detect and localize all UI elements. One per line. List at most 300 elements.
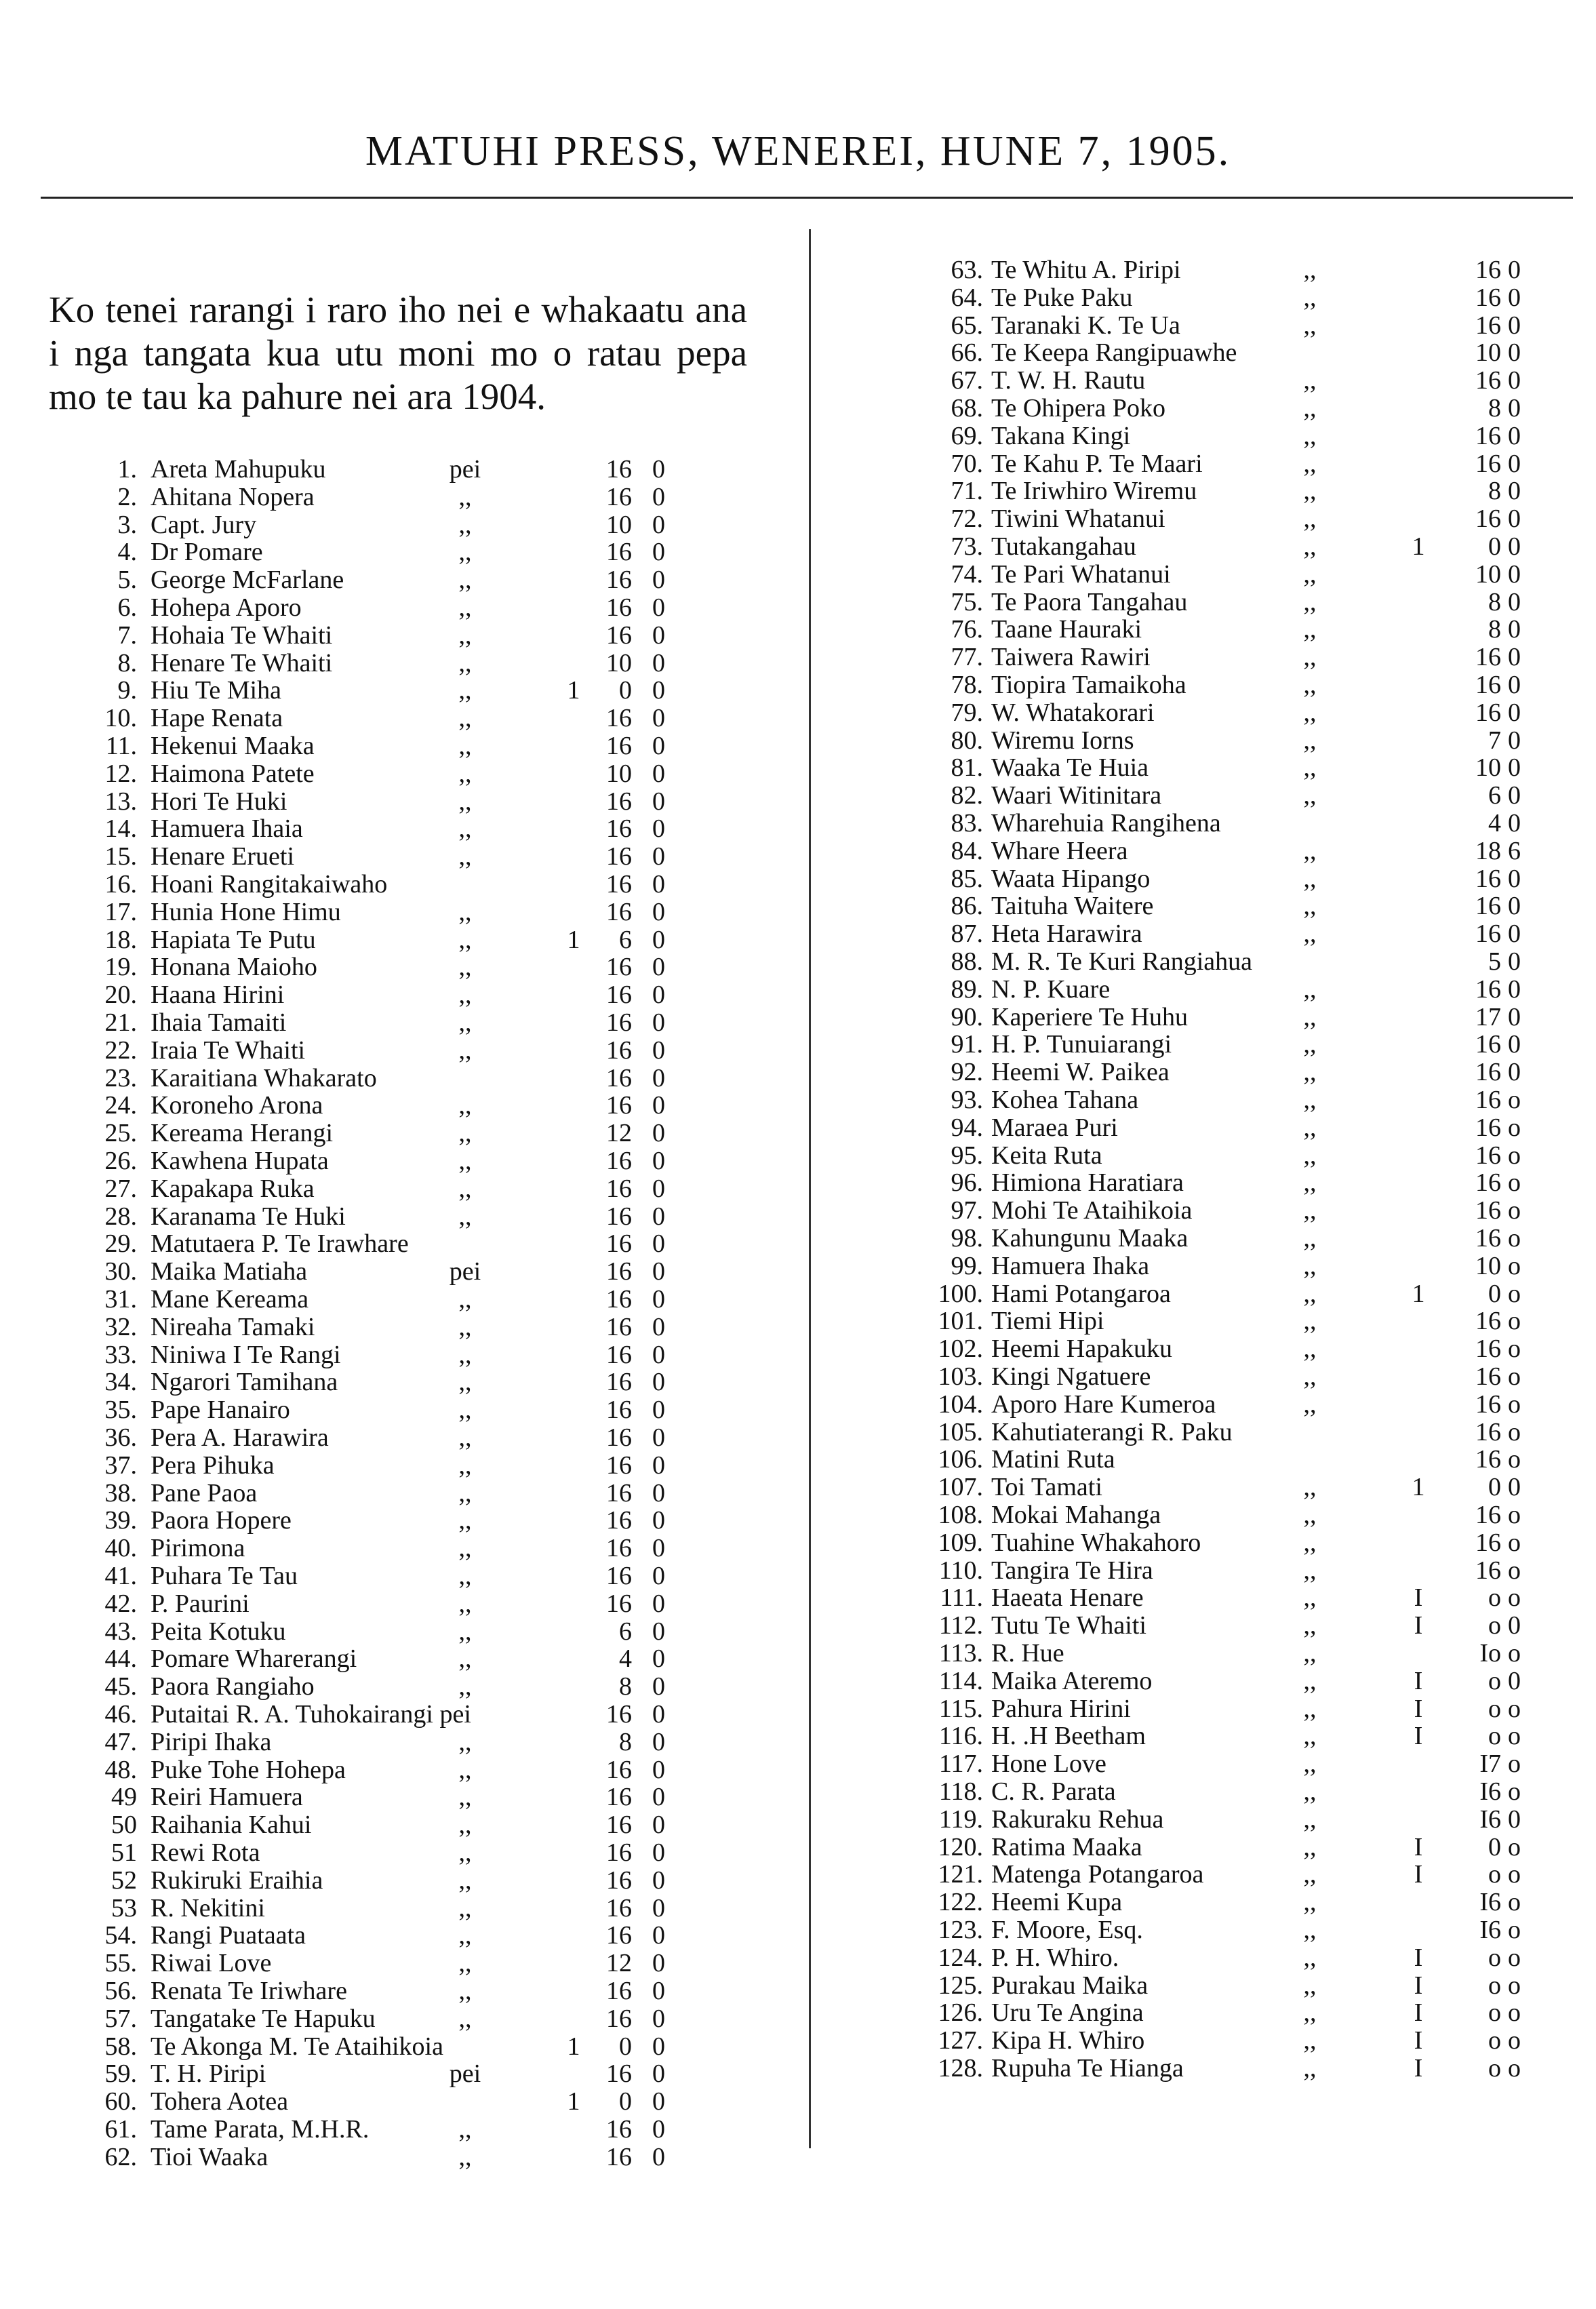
pence-amount: 0 — [652, 538, 665, 567]
pence-amount: 0 — [1508, 587, 1521, 616]
shillings-amount: 16 — [1475, 1168, 1501, 1198]
shillings-amount: 16 — [1475, 1030, 1501, 1059]
entry-number: 82. — [951, 781, 983, 810]
pence-amount: o — [1508, 1998, 1521, 2028]
shillings-amount: 16 — [1475, 1445, 1501, 1474]
shillings-amount: 0 — [1488, 1473, 1501, 1502]
ditto-mark: ,, — [458, 1423, 472, 1452]
entry-number: 110. — [938, 1556, 983, 1585]
entry-number: 23. — [104, 1063, 137, 1092]
subscriber-name: Te Kahu P. Te Maari — [991, 449, 1203, 478]
entry-number: 126. — [938, 1998, 983, 2028]
subscriber-name: Purakau Maika — [991, 1971, 1149, 2000]
shillings-amount: 16 — [606, 842, 632, 871]
subscriber-name: Paora Hopere — [151, 1506, 292, 1535]
ditto-mark: ,, — [1303, 1943, 1317, 1972]
shillings-amount: 16 — [1475, 449, 1501, 478]
shillings-amount: 6 — [619, 1617, 632, 1646]
subscriber-name: Heemi Hapakuku — [991, 1335, 1172, 1364]
pence-amount: 0 — [652, 1035, 665, 1065]
shillings-amount: 16 — [606, 1340, 632, 1369]
entry-number: 39. — [104, 1506, 137, 1535]
pence-amount: 0 — [1508, 283, 1521, 312]
subscriber-name: Te Keepa Rangipuawhe — [991, 338, 1237, 368]
pence-amount: o — [1508, 1389, 1521, 1419]
pounds-amount: I — [1414, 1943, 1423, 1972]
ditto-mark: ,, — [1303, 477, 1317, 506]
shillings-amount: 16 — [606, 1396, 632, 1425]
entry-number: 91. — [951, 1030, 983, 1059]
ditto-mark: ,, — [458, 1562, 472, 1590]
ditto-mark: ,, — [458, 1783, 472, 1812]
pence-amount: 0 — [1508, 671, 1521, 699]
shillings-amount: 16 — [606, 1893, 632, 1922]
pence-amount: 0 — [1508, 726, 1521, 755]
shillings-amount: 0 — [1488, 1279, 1501, 1308]
entry-number: 24. — [104, 1091, 137, 1120]
shillings-amount: 16 — [606, 620, 632, 650]
entry-number: 120. — [938, 1832, 983, 1861]
shillings-amount: 16 — [606, 1174, 632, 1203]
entry-number: 60. — [104, 2087, 137, 2116]
entry-number: 13. — [104, 787, 137, 816]
pence-amount: 0 — [652, 1534, 665, 1563]
shillings-amount: 0 — [619, 2032, 632, 2061]
subscriber-name: Taiwera Rawiri — [991, 643, 1151, 672]
pounds-amount: 1 — [567, 2087, 580, 2116]
subscriber-name: Te Akonga M. Te Ataihikoia — [151, 2032, 443, 2061]
shillings-amount: 12 — [606, 1119, 632, 1148]
entry-number: 49 — [111, 1783, 137, 1812]
subscriber-name: Rakuraku Rehua — [991, 1804, 1164, 1834]
pounds-amount: I — [1414, 1583, 1423, 1613]
entry-number: 41. — [104, 1562, 137, 1590]
shillings-amount: 16 — [1475, 698, 1501, 727]
ditto-mark: ,, — [1303, 1860, 1317, 1889]
shillings-amount: 10 — [1475, 1251, 1501, 1280]
ditto-mark: ,, — [1303, 836, 1317, 865]
subscriber-name: Toi Tamati — [991, 1473, 1102, 1502]
entry-number: 44. — [104, 1644, 137, 1674]
ditto-mark: ,, — [1303, 587, 1317, 616]
entry-number: 98. — [951, 1224, 983, 1252]
subscriber-name: Te Pari Whatanui — [991, 559, 1171, 589]
pence-amount: 0 — [1508, 809, 1521, 837]
pence-amount: 0 — [652, 870, 665, 899]
subscriber-name: Taane Hauraki — [991, 615, 1142, 644]
pence-amount: 0 — [1508, 505, 1521, 534]
pence-amount: o — [1508, 2054, 1521, 2083]
subscriber-name: Heemi W. Paikea — [991, 1058, 1170, 1087]
ditto-mark: ,, — [1303, 1002, 1317, 1031]
shillings-amount: 7 — [1488, 726, 1501, 755]
pence-amount: 0 — [652, 1977, 665, 2005]
subscriber-name: Maika Matiaha — [151, 1257, 308, 1286]
shillings-amount: 16 — [606, 814, 632, 844]
shillings-amount: 16 — [1475, 920, 1501, 949]
ditto-mark: ,, — [458, 1589, 472, 1618]
shillings-amount: 16 — [606, 1312, 632, 1341]
ditto-mark: ,, — [1303, 1777, 1317, 1806]
ditto-mark: ,, — [458, 1147, 472, 1175]
pence-amount: o — [1508, 1417, 1521, 1446]
entry-number: 20. — [104, 981, 137, 1010]
subscriber-name: Heemi Kupa — [991, 1888, 1123, 1917]
entry-number: 4. — [117, 538, 137, 567]
entry-number: 96. — [951, 1168, 983, 1198]
pence-amount: o — [1508, 1086, 1521, 1114]
shillings-amount: 0 — [619, 2087, 632, 2116]
pence-amount: 0 — [1508, 1473, 1521, 1502]
ditto-mark: ,, — [458, 2004, 472, 2033]
subscriber-name: H. .H Beetham — [991, 1722, 1146, 1751]
pence-amount: 0 — [652, 759, 665, 788]
pence-amount: 0 — [1508, 421, 1521, 450]
subscriber-name: Hori Te Huki — [151, 787, 287, 816]
pence-amount: 0 — [1508, 753, 1521, 783]
subscriber-name: Aporo Hare Kumeroa — [991, 1389, 1216, 1419]
shillings-amount: 8 — [1488, 615, 1501, 644]
ditto-mark: ,, — [458, 1478, 472, 1507]
pence-amount: 0 — [1508, 394, 1521, 422]
entry-number: 80. — [951, 726, 983, 755]
shillings-amount: 16 — [1475, 1417, 1501, 1446]
pence-amount: 0 — [652, 2142, 665, 2171]
ditto-mark: ,, — [458, 1755, 472, 1784]
ditto-mark: ,, — [458, 1035, 472, 1065]
entry-number: 46. — [104, 1700, 137, 1729]
entry-number: 105. — [938, 1417, 983, 1446]
entry-number: 57. — [104, 2004, 137, 2033]
pence-amount: 0 — [1508, 920, 1521, 949]
subscriber-name: Kingi Ngatuere — [991, 1362, 1151, 1391]
subscriber-name: Tiemi Hipi — [991, 1307, 1104, 1336]
ditto-mark: ,, — [1303, 1168, 1317, 1198]
entry-number: 81. — [951, 753, 983, 783]
entry-number: 7. — [117, 620, 137, 650]
ditto-mark: ,, — [1303, 559, 1317, 589]
shillings-amount: 16 — [606, 1562, 632, 1590]
subscriber-name: Hapiata Te Putu — [151, 925, 316, 954]
subscriber-name: R. Hue — [991, 1639, 1064, 1667]
ditto-mark: ,, — [458, 1091, 472, 1120]
subscriber-name: Hiu Te Miha — [151, 676, 281, 705]
shillings-amount: 8 — [1488, 477, 1501, 506]
pence-amount: 0 — [652, 897, 665, 926]
pence-amount: o — [1508, 1279, 1521, 1308]
subscriber-name: Tutakangahau — [991, 532, 1136, 561]
shillings-amount: 8 — [619, 1672, 632, 1701]
shillings-amount: 16 — [606, 1147, 632, 1175]
ditto-mark: ,, — [458, 620, 472, 650]
ditto-mark: ,, — [458, 1008, 472, 1037]
ditto-mark: ,, — [1303, 2026, 1317, 2055]
entry-number: 61. — [104, 2115, 137, 2144]
shillings-amount: 16 — [1475, 892, 1501, 921]
pence-amount: 0 — [652, 2087, 665, 2116]
entry-number: 11. — [105, 732, 137, 760]
ditto-mark: ,, — [458, 566, 472, 595]
entry-number: 127. — [938, 2026, 983, 2055]
ditto-mark: ,, — [458, 981, 472, 1010]
shillings-amount: 16 — [1475, 311, 1501, 340]
subscriber-name: Tangatake Te Hapuku — [151, 2004, 376, 2033]
pence-amount: 0 — [652, 1368, 665, 1397]
subscriber-name: Pera Pihuka — [151, 1450, 275, 1480]
ditto-mark: ,, — [458, 759, 472, 788]
shillings-amount: 16 — [606, 1450, 632, 1480]
entry-number: 101. — [938, 1307, 983, 1336]
subscriber-name: Honana Maioho — [151, 953, 317, 982]
subscriber-name: Maika Ateremo — [991, 1666, 1153, 1695]
pence-amount: o — [1508, 1916, 1521, 1944]
subscriber-name: Uru Te Angina — [991, 1998, 1144, 2028]
subscriber-name: Hone Love — [991, 1750, 1106, 1779]
subscriber-name: Waaka Te Huia — [991, 753, 1149, 783]
ditto-mark: ,, — [458, 704, 472, 733]
shillings-amount: 16 — [606, 455, 632, 483]
shillings-amount: o — [1488, 1694, 1501, 1723]
entry-number: 19. — [104, 953, 137, 982]
entry-number: 15. — [104, 842, 137, 871]
subscriber-name: Haeata Henare — [991, 1583, 1144, 1613]
subscriber-name: Peita Kotuku — [151, 1617, 286, 1646]
subscriber-name: Mane Kereama — [151, 1285, 309, 1314]
pence-amount: o — [1508, 1639, 1521, 1667]
pence-amount: 0 — [652, 676, 665, 705]
subscriber-name: T. H. Piripi — [151, 2059, 266, 2089]
ditto-mark: ,, — [458, 1893, 472, 1922]
shillings-amount: 12 — [606, 1949, 632, 1978]
entry-number: 25. — [104, 1119, 137, 1148]
entry-number: 116. — [938, 1722, 983, 1751]
shillings-amount: 16 — [606, 1783, 632, 1812]
subscriber-name: Henare Te Whaiti — [151, 648, 333, 677]
pence-amount: 0 — [652, 566, 665, 595]
pence-amount: 0 — [652, 1617, 665, 1646]
shillings-amount: 4 — [1488, 809, 1501, 837]
pence-amount: 0 — [1508, 532, 1521, 561]
shillings-amount: 16 — [1475, 505, 1501, 534]
pence-amount: 0 — [652, 1672, 665, 1701]
pence-amount: 0 — [652, 1893, 665, 1922]
shillings-amount: 16 — [606, 1534, 632, 1563]
ditto-mark: ,, — [1303, 1722, 1317, 1751]
pence-amount: 0 — [1508, 1058, 1521, 1087]
ditto-mark: ,, — [1303, 1251, 1317, 1280]
pence-amount: o — [1508, 1445, 1521, 1474]
shillings-amount: 16 — [1475, 1113, 1501, 1142]
subscriber-name: Hoani Rangitakaiwaho — [151, 870, 388, 899]
shillings-amount: 16 — [1475, 1389, 1501, 1419]
subscriber-name: Riwai Love — [151, 1949, 272, 1978]
subscriber-name: Kereama Herangi — [151, 1119, 334, 1148]
ditto-mark: ,, — [458, 2115, 472, 2144]
pence-amount: 0 — [1508, 477, 1521, 506]
ditto-mark: ,, — [458, 897, 472, 926]
entry-number: 128. — [938, 2054, 983, 2083]
entry-number: 108. — [938, 1501, 983, 1529]
subscriber-name: Pane Paoa — [151, 1478, 258, 1507]
entry-number: 75. — [951, 587, 983, 616]
ditto-mark: ,, — [1303, 892, 1317, 921]
pence-amount: 0 — [652, 1866, 665, 1895]
ditto-mark: ,, — [458, 1312, 472, 1341]
entry-number: 14. — [104, 814, 137, 844]
ditto-mark: ,, — [1303, 256, 1317, 284]
entry-number: 89. — [951, 974, 983, 1004]
pence-amount: o — [1508, 1362, 1521, 1391]
shillings-amount: o — [1488, 1722, 1501, 1751]
subscriber-name: N. P. Kuare — [991, 974, 1111, 1004]
subscriber-name: Taranaki K. Te Ua — [991, 311, 1180, 340]
pence-amount: 0 — [652, 842, 665, 871]
subscriber-name: T. W. H. Rautu — [991, 366, 1146, 395]
pence-amount: 0 — [652, 1921, 665, 1950]
subscriber-name: Tame Parata, M.H.R. — [151, 2115, 370, 2144]
subscriber-name: Taituha Waitere — [991, 892, 1154, 921]
ditto-mark: ,, — [458, 2142, 472, 2171]
subscriber-name: Hohepa Aporo — [151, 593, 302, 622]
shillings-amount: 16 — [606, 1368, 632, 1397]
pence-amount: 0 — [652, 593, 665, 622]
shillings-amount: o — [1488, 1860, 1501, 1889]
pence-amount: 0 — [652, 1229, 665, 1259]
pence-amount: 0 — [652, 2004, 665, 2033]
ditto-mark: ,, — [458, 1340, 472, 1369]
header-rule — [41, 197, 1573, 199]
entry-number: 6. — [117, 593, 137, 622]
entry-number: 100. — [938, 1279, 983, 1308]
subscriber-name: Whare Heera — [991, 836, 1128, 865]
shillings-amount: 10 — [606, 510, 632, 539]
subscriber-name: F. Moore, Esq. — [991, 1916, 1143, 1944]
subscriber-name: Waari Witinitara — [991, 781, 1162, 810]
pence-amount: 0 — [652, 1478, 665, 1507]
subscriber-name: Te Ohipera Poko — [991, 394, 1165, 422]
pounds-amount: 1 — [1412, 532, 1425, 561]
shillings-amount: 10 — [1475, 753, 1501, 783]
pence-amount: 0 — [652, 787, 665, 816]
entry-number: 119. — [938, 1804, 983, 1834]
entry-number: 125. — [938, 1971, 983, 2000]
entry-number: 109. — [938, 1528, 983, 1557]
shillings-amount: 10 — [1475, 559, 1501, 589]
entry-number: 17. — [104, 897, 137, 926]
subscriber-name: George McFarlane — [151, 566, 344, 595]
shillings-amount: 18 — [1475, 836, 1501, 865]
pence-amount: 0 — [1508, 1002, 1521, 1031]
subscriber-name: Ahitana Nopera — [151, 482, 315, 511]
entry-number: 22. — [104, 1035, 137, 1065]
entry-number: 3. — [117, 510, 137, 539]
ditto-mark: ,, — [1303, 1501, 1317, 1529]
entry-number: 124. — [938, 1943, 983, 1972]
shillings-amount: 16 — [606, 704, 632, 733]
shillings-amount: 16 — [606, 1257, 632, 1286]
subscriber-name: Maraea Puri — [991, 1113, 1118, 1142]
ditto-mark: ,, — [1303, 781, 1317, 810]
ditto-mark: ,, — [1303, 1804, 1317, 1834]
ditto-mark: ,, — [458, 593, 472, 622]
entry-number: 1. — [117, 455, 137, 483]
pence-amount: o — [1508, 1750, 1521, 1779]
pence-amount: 0 — [652, 1949, 665, 1978]
ditto-mark: ,, — [1303, 974, 1317, 1004]
pence-amount: 0 — [652, 1506, 665, 1535]
pounds-amount: I — [1414, 1860, 1423, 1889]
shillings-amount: 16 — [606, 2115, 632, 2144]
shillings-amount: 16 — [1475, 1528, 1501, 1557]
pence-amount: 0 — [652, 814, 665, 844]
ditto-mark: ,, — [458, 648, 472, 677]
pence-amount: 0 — [652, 1644, 665, 1674]
shillings-amount: 16 — [606, 870, 632, 899]
subscriber-name: C. R. Parata — [991, 1777, 1116, 1806]
ditto-mark: ,, — [1303, 1196, 1317, 1225]
pounds-amount: I — [1414, 1722, 1423, 1751]
entry-number: 37. — [104, 1450, 137, 1480]
subscriber-name: Nireaha Tamaki — [151, 1312, 315, 1341]
ditto-mark: pei — [449, 455, 481, 483]
ditto-mark: ,, — [1303, 1113, 1317, 1142]
entry-number: 107. — [938, 1473, 983, 1502]
shillings-amount: 0 — [1488, 1832, 1501, 1861]
subscriber-name: Hamuera Ihaka — [991, 1251, 1150, 1280]
subscriber-name: Paora Rangiaho — [151, 1672, 315, 1701]
entry-number: 90. — [951, 1002, 983, 1031]
pence-amount: 0 — [652, 1008, 665, 1037]
ditto-mark: ,, — [458, 482, 472, 511]
entry-number: 29. — [104, 1229, 137, 1259]
entry-number: 99. — [951, 1251, 983, 1280]
shillings-amount: 16 — [1475, 1501, 1501, 1529]
pence-amount: 0 — [1508, 974, 1521, 1004]
pence-amount: o — [1508, 1694, 1521, 1723]
subscriber-name: Kipa H. Whiro — [991, 2026, 1145, 2055]
ditto-mark: ,, — [1303, 366, 1317, 395]
entry-number: 65. — [951, 311, 983, 340]
ditto-mark: ,, — [458, 1672, 472, 1701]
entry-number: 33. — [104, 1340, 137, 1369]
entry-number: 45. — [104, 1672, 137, 1701]
pence-amount: o — [1508, 1583, 1521, 1613]
entry-number: 94. — [951, 1113, 983, 1142]
pence-amount: o — [1508, 2026, 1521, 2055]
pence-amount: 0 — [652, 1727, 665, 1756]
shillings-amount: o — [1488, 1666, 1501, 1695]
ditto-mark: ,, — [1303, 864, 1317, 893]
subscriber-name: Putaitai R. A. Tuhokairangi pei — [151, 1700, 471, 1729]
subscriber-name: Tioi Waaka — [151, 2142, 268, 2171]
shillings-amount: 16 — [606, 787, 632, 816]
entry-number: 92. — [951, 1058, 983, 1087]
shillings-amount: 16 — [606, 1008, 632, 1037]
entry-number: 72. — [951, 505, 983, 534]
entry-number: 38. — [104, 1478, 137, 1507]
entry-number: 106. — [938, 1445, 983, 1474]
shillings-amount: 16 — [606, 593, 632, 622]
entry-number: 113. — [938, 1639, 983, 1667]
pence-amount: 0 — [652, 1147, 665, 1175]
subscriber-name: Kahungunu Maaka — [991, 1224, 1189, 1252]
pounds-amount: I — [1414, 1832, 1423, 1861]
pence-amount: o — [1508, 1860, 1521, 1889]
shillings-amount: 16 — [606, 981, 632, 1010]
entry-number: 42. — [104, 1589, 137, 1618]
shillings-amount: 16 — [606, 2059, 632, 2089]
pence-amount: 0 — [652, 1450, 665, 1480]
